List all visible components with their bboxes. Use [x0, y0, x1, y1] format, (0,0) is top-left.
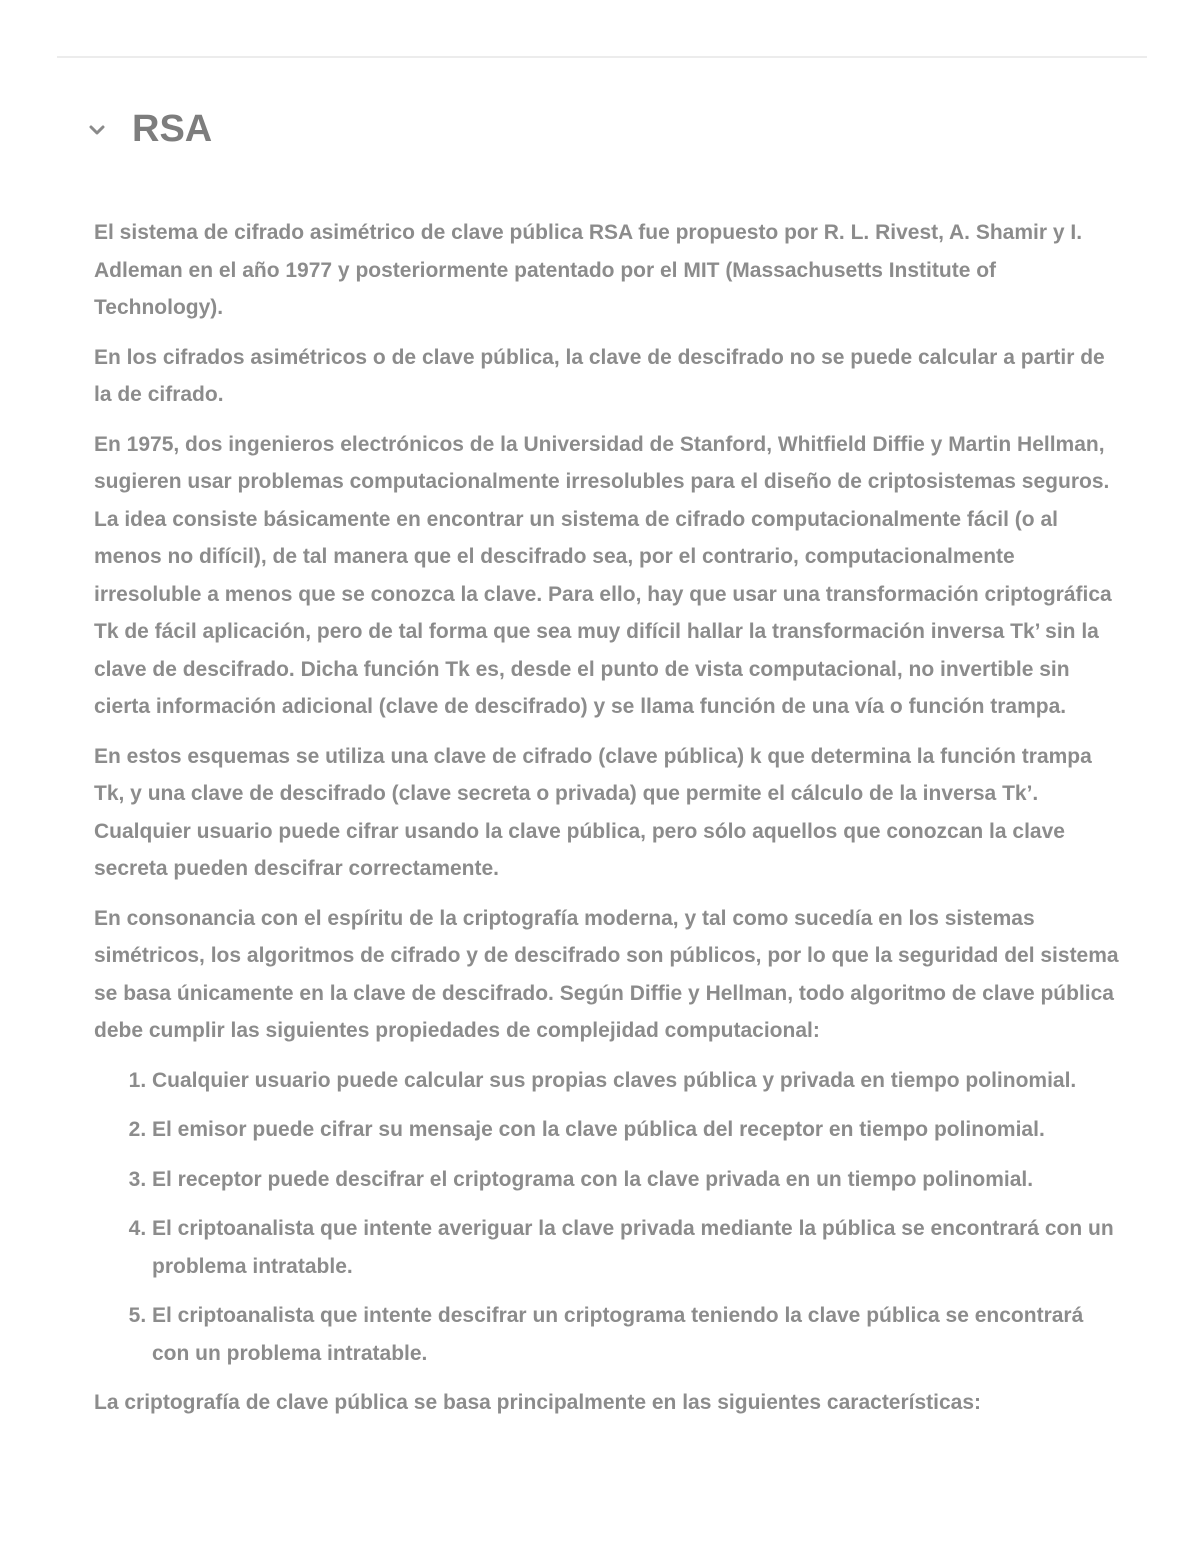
section-title: RSA: [132, 108, 213, 150]
paragraph-asymmetric: En los cifrados asimétricos o de clave pública, la clave de descifrado no se puede calcular a partir de la de cifrado.: [94, 345, 1105, 406]
paragraph-intro: El sistema de cifrado asimétrico de clave pública RSA fue propuesto por R. L. Rivest, A. Shamir y I. Adleman en el año 1977 y posteriormente patentado por el MIT (Massachusetts Institute of Technology).: [94, 221, 1083, 319]
list-item: 1. Cualquier usuario puede calcular sus propias claves pública y privada en tiempo polinomial.: [152, 1062, 1124, 1100]
section-header-toggle[interactable]: [86, 108, 212, 151]
section-content: [94, 214, 1124, 1434]
paragraph-properties-intro: En consonancia con el espíritu de la criptografía moderna, y tal como sucedía en los sistemas simétricos, los algoritmos de cifrado y de descifrado son públicos, por lo que la seguridad del sistema se basa únicamente en la clave de descifrado. Según Diffie y Hellman, todo algoritmo de clave pública debe cumplir las siguientes propiedades de complejidad computacional:: [94, 906, 1119, 1042]
top-divider: [57, 56, 1147, 58]
list-item: 5. El criptoanalista que intente descifrar un criptograma teniendo la clave pública se encontrará con un problema intratable.: [152, 1297, 1124, 1372]
paragraph-schemes: En estos esquemas se utiliza una clave de cifrado (clave pública) k que determina la función trampa Tk, y una clave de descifrado (clave secreta o privada) que permite el cálculo de la inversa Tk’. Cualquier usuario puede cifrar usando la clave pública, pero sólo aquellos que conozcan la clave secreta pueden descifrar correctamente.: [94, 744, 1092, 880]
paragraph-history: En 1975, dos ingenieros electrónicos de la Universidad de Stanford, Whitfield Diffie y Martin Hellman, sugieren usar problemas computacionalmente irresolubles para el diseño de criptosistemas seguros. La idea consiste básicamente en encontrar un sistema de cifrado computacionalmente fácil (o al menos no difícil), de tal manera que el descifrado sea, por el contrario, computacionalmente irresoluble a menos que se conozca la clave. Para ello, hay que usar una transformación criptográfica Tk de fácil aplicación, pero de tal forma que sea muy difícil hallar la transformación inversa Tk’ sin la clave de descifrado. Dicha función Tk es, desde el punto de vista computacional, no invertible sin cierta información adicional (clave de descifrado) y se llama función de una vía o función trampa.: [94, 432, 1112, 718]
list-item: 3. El receptor puede descifrar el criptograma con la clave privada en un tiempo polinomial.: [152, 1161, 1124, 1199]
list-item: 2. El emisor puede cifrar su mensaje con la clave pública del receptor en tiempo polinomial.: [152, 1111, 1124, 1149]
properties-list: [94, 1062, 1124, 1373]
list-item: 4. El criptoanalista que intente averiguar la clave privada mediante la pública se encontrará con un problema intratable.: [152, 1210, 1124, 1285]
chevron-down-icon[interactable]: [86, 119, 108, 141]
paragraph-closing: La criptografía de clave pública se basa principalmente en las siguientes características:: [94, 1391, 982, 1414]
